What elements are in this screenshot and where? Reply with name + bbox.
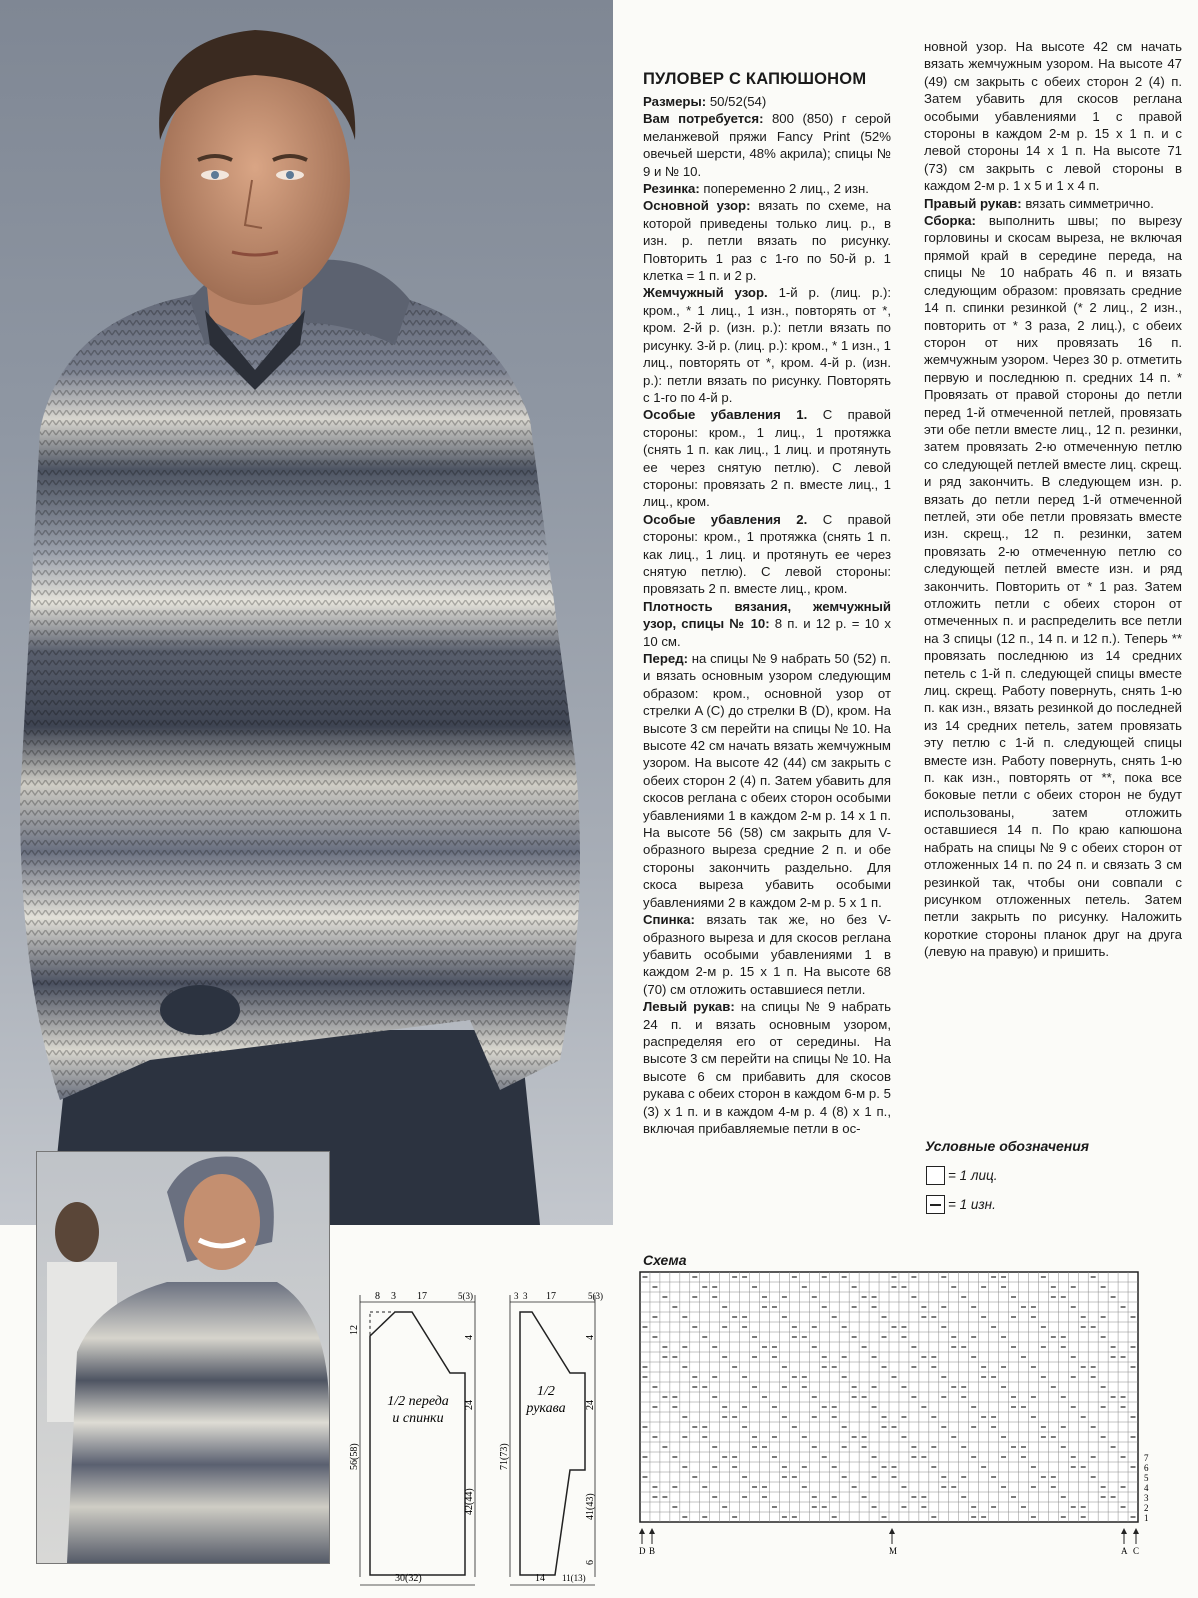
arrow-label: B (649, 1546, 656, 1556)
chart-arrowhead (649, 1528, 655, 1534)
front-left-1: 12 (349, 1325, 360, 1335)
text-column-2 (924, 38, 1182, 961)
paragraph (643, 110, 891, 180)
paragraph-heading: Особые убавления 1. (643, 407, 823, 423)
paragraph-text: на спицы № 9 набрать 24 п. и вязать основным узором, распределяя его от середины. На высоте 3 см перейти на спицы № 10. На высоте 6 см прибавить для скосов рукава с обеих сторон в каждом 6-м р. 5 (3) x 1 п. и в каждом 4-м р. 4 (8) x 1 п., включая прибавляемые петли в ос- (643, 999, 891, 1136)
paragraph (643, 197, 891, 284)
paragraph-text: 8 п. и 12 р. = 10 x 10 см. (643, 616, 891, 649)
paragraph-text: вязать симметрично. (1025, 195, 1154, 211)
paragraph-heading: Особые убавления 2. (643, 511, 823, 527)
paragraph-heading: Спинка: (643, 912, 707, 928)
paragraph-text: 50/52(54) (709, 94, 767, 109)
front-right-3: 42(44) (464, 1488, 475, 1515)
sleeve-right-2: 24 (585, 1400, 596, 1410)
front-bottom: 30(32) (395, 1573, 422, 1584)
paragraph (643, 998, 891, 1137)
sleeve-top-4: 5(3) (588, 1291, 603, 1301)
legend-knit (926, 1166, 998, 1185)
paragraph (643, 598, 891, 650)
paragraph (643, 284, 891, 406)
front-top-4: 5(3) (458, 1291, 473, 1301)
purl-symbol-icon (926, 1195, 945, 1214)
front-top-3: 17 (417, 1291, 427, 1302)
sleeve-bottom-2: 11(13) (562, 1573, 586, 1583)
paragraph-text: вязать по схеме, на которой приведены только лиц. р., в изн. р. петли вязать по рисунку. Повторить 1 раз с 1-го по 50-й р. 1 клетка = 1 п. и 2 р. (643, 198, 891, 284)
arrow-label: M (889, 1546, 898, 1556)
front-top-2: 3 (391, 1291, 396, 1302)
front-right-2: 24 (464, 1400, 475, 1410)
paragraph (643, 511, 891, 598)
text-column-1 (643, 93, 891, 1137)
paragraph-text: 800 (850) г серой меланжевой пряжи Fancy Print (52% овечьей шерсти, 48% акрила); спицы № 9 и № 10. (643, 111, 891, 179)
front-top-1: 8 (375, 1291, 380, 1302)
sleeve-bottom-1: 14 (535, 1573, 545, 1584)
legend-purl-label: = 1 изн. (948, 1197, 996, 1212)
legend-title: Условные обозначения (925, 1138, 1090, 1154)
paragraph-text: выполнить швы; по вырезу горловины и скосам выреза, не включая прямой край в середине переда, на спицы № 10 набрать 46 п. и вязать следующим образом: провязать средние 14 п. спинки резинкой (* 2 лиц., 2 изн., повторить от * 3 раза, 2 лиц.), с обеих сторон от них провязать 16 п. жемчужным узором. Через 30 р. отметить первую и последнюю п. средних 14 п. * Провязать от правой стороны до петли перед 1-й отмеченной петлей, провязать эти обе петли вместе лиц., 12 п. резинки, затем провязать 2-ю отмеченную петлю со следующей петлей вместе лиц. скрещ. и ряд закончить. В следующем изн. р. вязать до петли перед 1-й отмеченной петлей, эти обе петли провязать вместе изн. скрещ., 12 п. резинки, затем провязать 2-ю отмеченную петлю со следующей петлей вместе изн. и ряд закончить. Повторить от * 1 раз. Затем отложить петли с обеих сторон от отмеченных п. и распределить все петли на 3 спицы (12 п., 14 п. и 12 п.). Теперь ** провязать последнюю из 14 средних петель с 1-й п. следующей спицы вместе лиц. скрещ. Работу повернуть, снять 1-ю п. как изн., вязать резинкой до последней из 14 средних петель, затем провязать эту петлю с 1-й п. следующей спицы вместе изн. Работу повернуть, снять 1-ю п. как изн., повторять от **, пока все боковые петли с обеих сторон не будут использованы, затем отложить оставшиеся 14 п. По краю капюшона набрать на спицы № 9 с обеих сторон от отложенных 14 п. по 24 п. и связать 3 см резинкой так, чтобы они совпали с рисунком отложенных петель. Затем петли закрыть по рисунку. Наложить короткие стороны планок друг на друга (левую на правую) и пришить. (924, 213, 1182, 960)
sleeve-label-1: 1/2 (537, 1384, 555, 1399)
knit-symbol-icon (926, 1166, 945, 1185)
paragraph-heading: Вам потребуется: (643, 111, 772, 127)
knitting-chart (640, 1272, 1185, 1582)
chart-arrowhead (1133, 1528, 1139, 1534)
sleeve-right-4: 6 (585, 1560, 596, 1565)
paragraph (643, 911, 891, 998)
sleeve-schematic (490, 1280, 630, 1584)
row-number: 2 (1144, 1503, 1149, 1513)
paragraph-heading: Перед: (643, 651, 692, 666)
paragraph-heading: Резинка: (643, 181, 704, 197)
arrow-label: C (1133, 1546, 1140, 1556)
arrow-label: D (639, 1546, 646, 1556)
sleeve-right-1: 4 (585, 1335, 596, 1340)
secondary-photo (36, 1151, 330, 1564)
chart-arrowhead (1121, 1528, 1127, 1534)
paragraph-heading: Сборка: (924, 213, 989, 229)
paragraph-heading: Правый рукав: (924, 195, 1026, 211)
legend-knit-label: = 1 лиц. (948, 1168, 998, 1183)
paragraph-heading: Размеры: (643, 94, 710, 109)
row-number: 4 (1144, 1483, 1149, 1493)
paragraph-text: попеременно 2 лиц., 2 изн. (703, 181, 869, 197)
chart-title: Схема (643, 1252, 687, 1268)
paragraph-text: 1-й р. (лиц. р.): кром., * 1 лиц., 1 изн., повторять от *, кром. 2-й р. (изн. р.): петли вязать по рисунку. 3-й р. (лиц. р.): кром., * 1 изн., 1 лиц., повторять от *, кром. 4-й р. (изн. р.): петли вязать по рисунку. Повторять с 1-го по 4-й р. (643, 285, 891, 405)
article-title: ПУЛОВЕР С КАПЮШОНОМ (643, 70, 867, 88)
sleeve-top-3: 17 (546, 1291, 556, 1302)
chart-arrowhead (639, 1528, 645, 1534)
paragraph-text: С правой стороны: кром., 1 лиц., 1 протяжка (снять 1 п. как лиц., 1 лиц. и протянуть ее через снятую петлю). С левой стороны: провязать 2 п. вместе лиц., 1 лиц., кром. (643, 407, 891, 510)
paragraph (643, 650, 891, 911)
front-label-2: и спинки (392, 1411, 444, 1426)
front-back-schematic (340, 1280, 490, 1584)
sleeve-left: 71(73) (499, 1443, 510, 1470)
paragraph-text: на спицы № 9 набрать 50 (52) п. и вязать основным узором следующим образом: кром., основной узор от стрелки A (C) до стрелки B (D), кром. На высоте 3 см перейти на спицы № 10. На высоте 42 см начать вязать жемчужным узором. На высоте 42 (44) см закрыть с обеих сторон 2 (4) п. Затем убавить для скосов реглана с обеих сторон особыми убавлениями 1 в каждом 2-м р. 14 x 1 п. На высоте 56 (58) см закрыть для V-образного выреза средние 2 п. и обе стороны закончить раздельно. Для скоса выреза убавить особыми убавлениями 2 в каждом 2-м р. 5 x 1 п. (643, 651, 892, 910)
front-right-1: 4 (464, 1335, 475, 1340)
paragraph (643, 180, 891, 197)
paragraph (924, 195, 1182, 212)
row-number: 3 (1144, 1493, 1149, 1503)
paragraph (924, 212, 1182, 960)
row-number: 7 (1144, 1453, 1149, 1463)
paragraph-text: С правой стороны: кром., 1 протяжка (снять 1 п. как лиц., 1 лиц. и протянуть ее через снятую петлю). С левой стороны: провязать 2 п. вместе лиц., кром. (643, 511, 891, 597)
chart-arrowhead (889, 1528, 895, 1534)
paragraph-text: новной узор. На высоте 42 см начать вязать жемчужным узором. На высоте 47 (49) см закрыть с обеих сторон 2 (4) п. Затем убавить для скосов реглана особыми убавлениями 1 с правой стороны в каждом 2-м р. 15 x 1 п. и с левой стороны 14 x 1 п. На высоте 71 (73) см закрыть с левой стороны в каждом 2-м р. 1 x 5 и 1 x 4 п. (924, 39, 1182, 194)
paragraph-text: вязать так же, но без V-образного выреза и для скосов реглана убавить особыми убавлениями 1 в каждом 2-м р. 15 x 1 п. На высоте 68 (70) см отложить оставшиеся петли. (643, 912, 891, 997)
front-label-1: 1/2 переда (387, 1394, 449, 1409)
paragraph-heading: Жемчужный узор. (643, 285, 779, 301)
sleeve-top-2: 3 (523, 1291, 528, 1301)
paragraph-heading: Основной узор: (643, 198, 759, 214)
paragraph (924, 38, 1182, 195)
paragraph (643, 406, 891, 510)
legend-purl (926, 1195, 996, 1214)
sleeve-label-2: рукава (526, 1401, 566, 1416)
front-left-2: 56(58) (349, 1443, 360, 1470)
arrow-label: A (1121, 1546, 1128, 1556)
row-number: 1 (1144, 1513, 1149, 1523)
paragraph-heading: Левый рукав: (643, 999, 741, 1015)
paragraph-heading: Плотность вязания, жемчужный узор, спицы № 10: (643, 598, 891, 632)
row-number: 6 (1144, 1463, 1149, 1473)
sleeve-right-3: 41(43) (585, 1493, 596, 1520)
sleeve-top-1: 3 (514, 1291, 519, 1301)
row-number: 5 (1144, 1473, 1149, 1483)
main-photo (0, 0, 613, 1225)
paragraph (643, 93, 891, 110)
